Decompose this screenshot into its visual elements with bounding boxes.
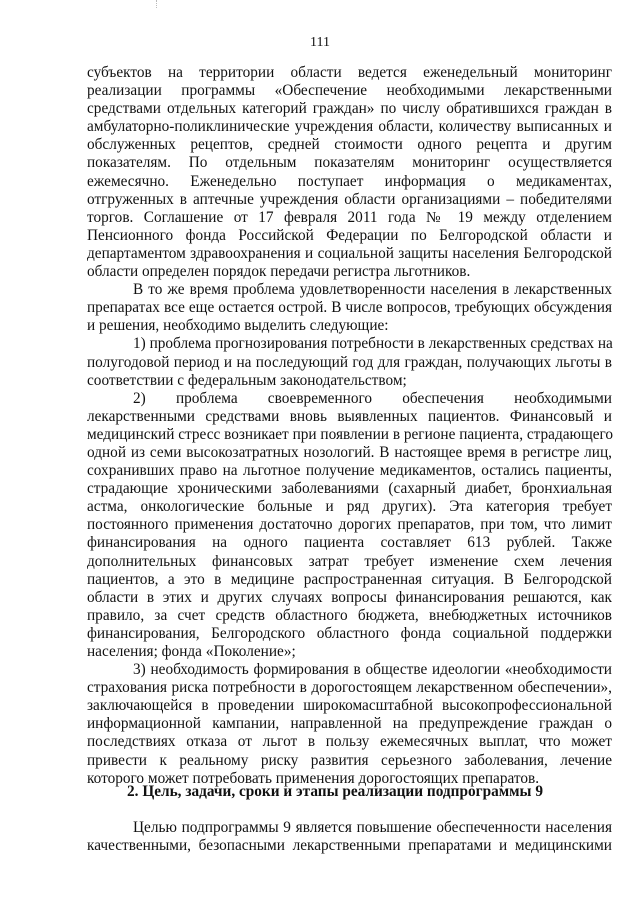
scan-artifact — [156, 0, 159, 8]
text-line: департаментом здравоохранения и социальной защиты населения Белгородской — [87, 244, 612, 262]
text-line: обслуженных рецептов, средней стоимости одного рецепта и другим — [87, 136, 612, 154]
text-line: медицинский стресс возникает при появлении в регионе пациента, страдающего — [87, 425, 614, 443]
text-line: 1) проблема прогнозирования потребности в лекарственных средствах на — [133, 335, 613, 353]
text-line: средствами отдельных категорий граждан» по числу обратившихся граждан в — [87, 100, 612, 118]
text-line: страдающие хроническими заболеваниями (сахарный диабет, бронхиальная — [87, 480, 612, 498]
text-line: качественными, безопасными лекарственными препаратами и медицинскими — [87, 837, 612, 855]
text-line: области в этих и других случаях вопросы финансирования решаются, как — [87, 588, 612, 606]
text-line: информационной кампании, направленной на предупреждение граждан о — [87, 715, 612, 733]
text-line: отгруженных в аптечные учреждения области организациями – победителями — [87, 190, 612, 208]
text-line: Пенсионного фонда Российской Федерации по Белгородской области и — [87, 226, 612, 244]
body-text-block-continued — [87, 819, 612, 855]
text-line: препаратах все еще остается острой. В числе вопросов, требующих обсуждения — [87, 299, 612, 317]
text-line: астма, онкологические больные и ряд других). Эта категория требует — [87, 498, 612, 516]
page-number: 111 — [310, 35, 330, 50]
text-line: и решения, необходимо выделить следующие: — [87, 317, 389, 335]
text-line: реализации программы «Обеспечение необходимыми лекарственными — [87, 82, 612, 100]
text-line: сохранивших право на льготное получение медикаментов, остались пациенты, — [87, 462, 612, 480]
text-line: правило, за счет средств областного бюджета, внебюджетных источников — [87, 606, 612, 624]
text-line: привести к реальному риску развития серьезного заболевания, лечение — [87, 751, 612, 769]
text-line: финансирования, Белгородского областного фонда социальной поддержки — [87, 624, 612, 642]
text-line: ежемесячно. Еженедельно поступает информация о медикаментах, — [87, 172, 612, 190]
text-line: постоянного применения достаточно дорогих препаратов, при том, что лимит — [87, 516, 612, 534]
text-line: полугодовой период и на последующий год для граждан, получающих льготы в — [87, 353, 612, 371]
text-line: населения; фонда «Поколение»; — [87, 643, 296, 660]
text-line: амбулаторно-поликлинические учреждения области, количеству выписанных и — [87, 118, 612, 136]
text-line: заключающейся в проведении широкомасштабной высокопрофессиональной — [87, 697, 612, 715]
text-line: Целью подпрограммы 9 является повышение обеспеченности населения — [133, 819, 612, 836]
text-line: соответствии с федеральным законодательством; — [87, 371, 407, 389]
text-line: дополнительных финансовых затрат требует изменение схем лечения — [87, 552, 612, 570]
text-line: последствиях отказа от льгот в пользу ежемесячных выплат, что может — [87, 733, 612, 751]
text-line: которого может потребовать применения дорогостоящих препаратов. — [87, 769, 540, 787]
text-line: субъектов на территории области ведется еженедельный мониторинг — [87, 64, 612, 81]
text-line: лекарственными средствами вновь выявленных пациентов. Финансовый и — [87, 407, 612, 425]
body-text-block — [87, 64, 612, 788]
text-line: финансирования на одного пациента составляет 613 рублей. Также — [87, 534, 612, 552]
text-line: пациентов, а это в медицине распространенная ситуация. В Белгородской — [87, 570, 612, 588]
text-line: показателям. По отдельным показателям мониторинг осуществляется — [87, 154, 612, 172]
text-line: области определен порядок передачи регистра льготников. — [87, 263, 471, 281]
text-line: торгов. Соглашение от 17 февраля 2011 года № 19 между отделением — [87, 208, 612, 226]
text-line: 3) необходимость формирования в обществе идеологии «необходимости — [133, 661, 612, 679]
text-line: В то же время проблема удовлетворенности населения в лекарственных — [133, 281, 612, 299]
section-heading: 2. Цель, задачи, сроки и этапы реализации подпрограммы 9 — [127, 783, 543, 800]
text-line: одной из семи высокозатратных нозологий. В настоящее время в регистре лиц, — [87, 443, 612, 461]
text-line: страхования риска потребности в дорогостоящем лекарственном обеспечении», — [87, 679, 612, 697]
text-line: 2) проблема своевременного обеспечения необходимыми — [133, 389, 612, 407]
